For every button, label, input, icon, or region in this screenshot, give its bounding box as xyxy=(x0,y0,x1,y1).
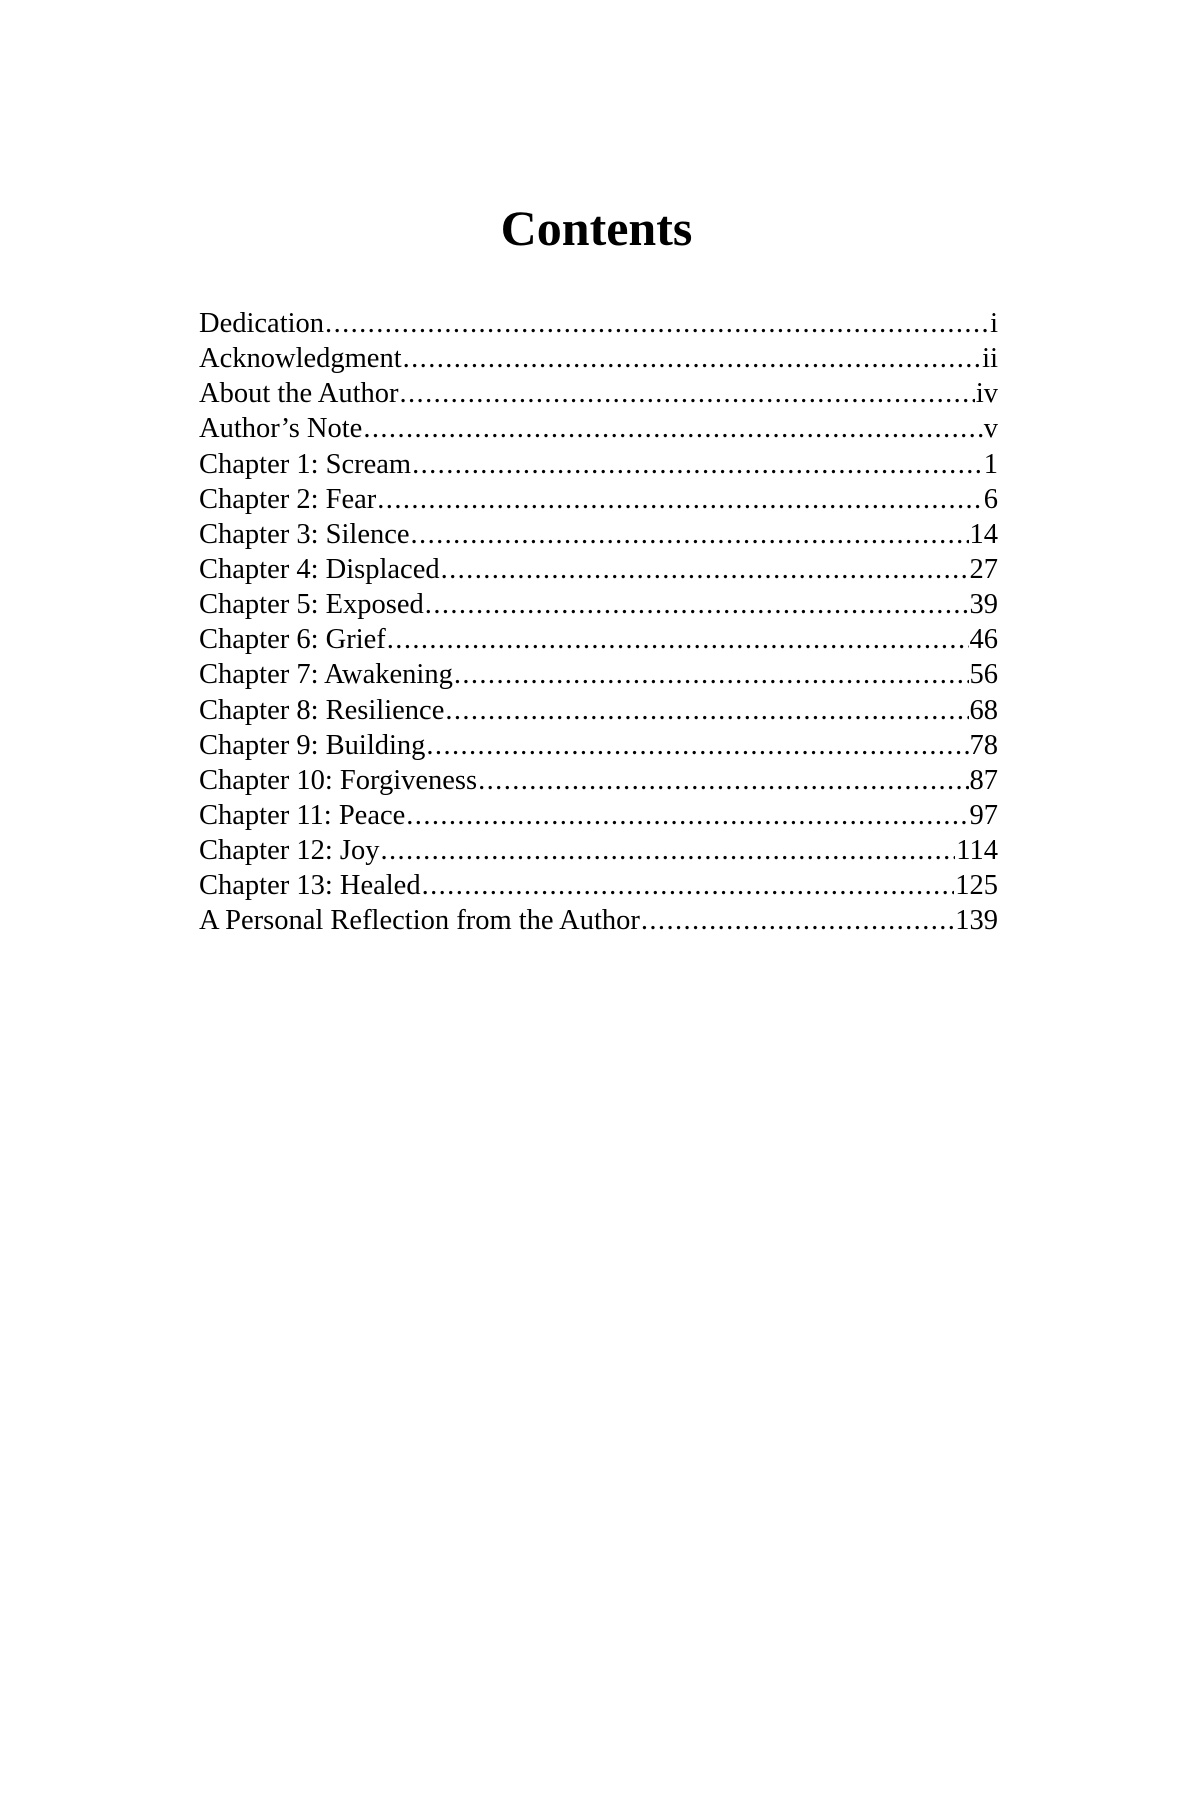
toc-entry-title: Author’s Note xyxy=(199,413,363,445)
toc-entry-chapter-6[interactable] xyxy=(199,622,998,657)
toc-entry-page: 6 xyxy=(983,483,998,515)
toc-entry-chapter-8[interactable] xyxy=(199,693,998,728)
dot-leader xyxy=(400,376,975,411)
toc-entry-title: Chapter 4: Displaced xyxy=(199,553,440,585)
toc-entry-title: Chapter 6: Grief xyxy=(199,624,386,656)
toc-entry-page: 1 xyxy=(983,448,998,480)
dot-leader xyxy=(406,798,968,833)
toc-entry-title: Chapter 8: Resilience xyxy=(199,694,445,726)
toc-entry-about-the-author[interactable] xyxy=(199,376,998,411)
toc-entry-page: 14 xyxy=(969,518,998,550)
toc-entry-chapter-3[interactable] xyxy=(199,517,998,552)
dot-leader xyxy=(426,728,968,763)
toc-entry-title: Chapter 2: Fear xyxy=(199,483,377,515)
toc-entry-chapter-12[interactable] xyxy=(199,833,998,868)
toc-entry-chapter-7[interactable] xyxy=(199,657,998,692)
dot-leader xyxy=(422,868,955,903)
dot-leader xyxy=(325,306,989,341)
dot-leader xyxy=(377,482,982,517)
toc-entry-authors-note[interactable] xyxy=(199,411,998,446)
dot-leader xyxy=(441,552,969,587)
toc-entry-page: 114 xyxy=(956,835,998,867)
toc-entry-title: A Personal Reflection from the Author xyxy=(199,905,640,937)
toc-entry-page: 46 xyxy=(969,624,998,656)
toc-entry-title: About the Author xyxy=(199,378,399,410)
toc-entry-acknowledgment[interactable] xyxy=(199,341,998,376)
toc-entry-chapter-4[interactable] xyxy=(199,552,998,587)
toc-entry-chapter-5[interactable] xyxy=(199,587,998,622)
toc-entry-chapter-13[interactable] xyxy=(199,868,998,903)
toc-entry-chapter-1[interactable] xyxy=(199,447,998,482)
toc-entry-dedication[interactable] xyxy=(199,306,998,341)
toc-entry-chapter-10[interactable] xyxy=(199,763,998,798)
dot-leader xyxy=(425,587,969,622)
dot-leader xyxy=(411,517,969,552)
toc-entry-title: Chapter 3: Silence xyxy=(199,518,410,550)
toc-entry-page: 39 xyxy=(969,589,998,621)
dot-leader xyxy=(403,341,982,376)
toc-entry-title: Chapter 7: Awakening xyxy=(199,659,453,691)
toc-entry-page: 27 xyxy=(969,553,998,585)
toc-entry-page: 68 xyxy=(969,694,998,726)
page-title: Contents xyxy=(500,200,693,256)
toc-entry-page: 56 xyxy=(969,659,998,691)
toc-entry-personal-reflection[interactable] xyxy=(199,903,998,938)
dot-leader xyxy=(478,763,968,798)
toc-entry-page: 97 xyxy=(969,799,998,831)
toc-entry-title: Chapter 5: Exposed xyxy=(199,589,424,621)
toc-entry-page: 125 xyxy=(955,870,998,902)
toc-entry-title: Chapter 11: Peace xyxy=(199,799,406,831)
dot-leader xyxy=(445,693,968,728)
toc-entry-chapter-2[interactable] xyxy=(199,482,998,517)
toc-entry-page: i xyxy=(990,308,998,339)
toc-entry-title: Chapter 9: Building xyxy=(199,729,426,761)
toc-entry-title: Chapter 12: Joy xyxy=(199,835,380,867)
toc-entry-page: 87 xyxy=(969,764,998,796)
dot-leader xyxy=(387,622,969,657)
toc-entry-page: ii xyxy=(982,343,998,375)
toc-entry-page: 139 xyxy=(955,905,998,937)
toc-entry-chapter-9[interactable] xyxy=(199,728,998,763)
toc-entry-page: iv xyxy=(975,378,998,410)
toc-entry-title: Chapter 1: Scream xyxy=(199,448,412,480)
toc-entry-page: v xyxy=(983,413,998,445)
toc-entry-title: Chapter 10: Forgiveness xyxy=(199,764,478,796)
toc-entry-page: 78 xyxy=(969,729,998,761)
toc-entry-title: Acknowledgment xyxy=(199,343,402,375)
dot-leader xyxy=(363,411,982,446)
table-of-contents xyxy=(199,306,998,939)
toc-entry-title: Chapter 13: Healed xyxy=(199,870,421,902)
dot-leader xyxy=(412,447,983,482)
dot-leader xyxy=(641,903,954,938)
toc-entry-chapter-11[interactable] xyxy=(199,798,998,833)
dot-leader xyxy=(454,657,969,692)
toc-entry-title: Dedication xyxy=(199,308,325,339)
dot-leader xyxy=(380,833,955,868)
